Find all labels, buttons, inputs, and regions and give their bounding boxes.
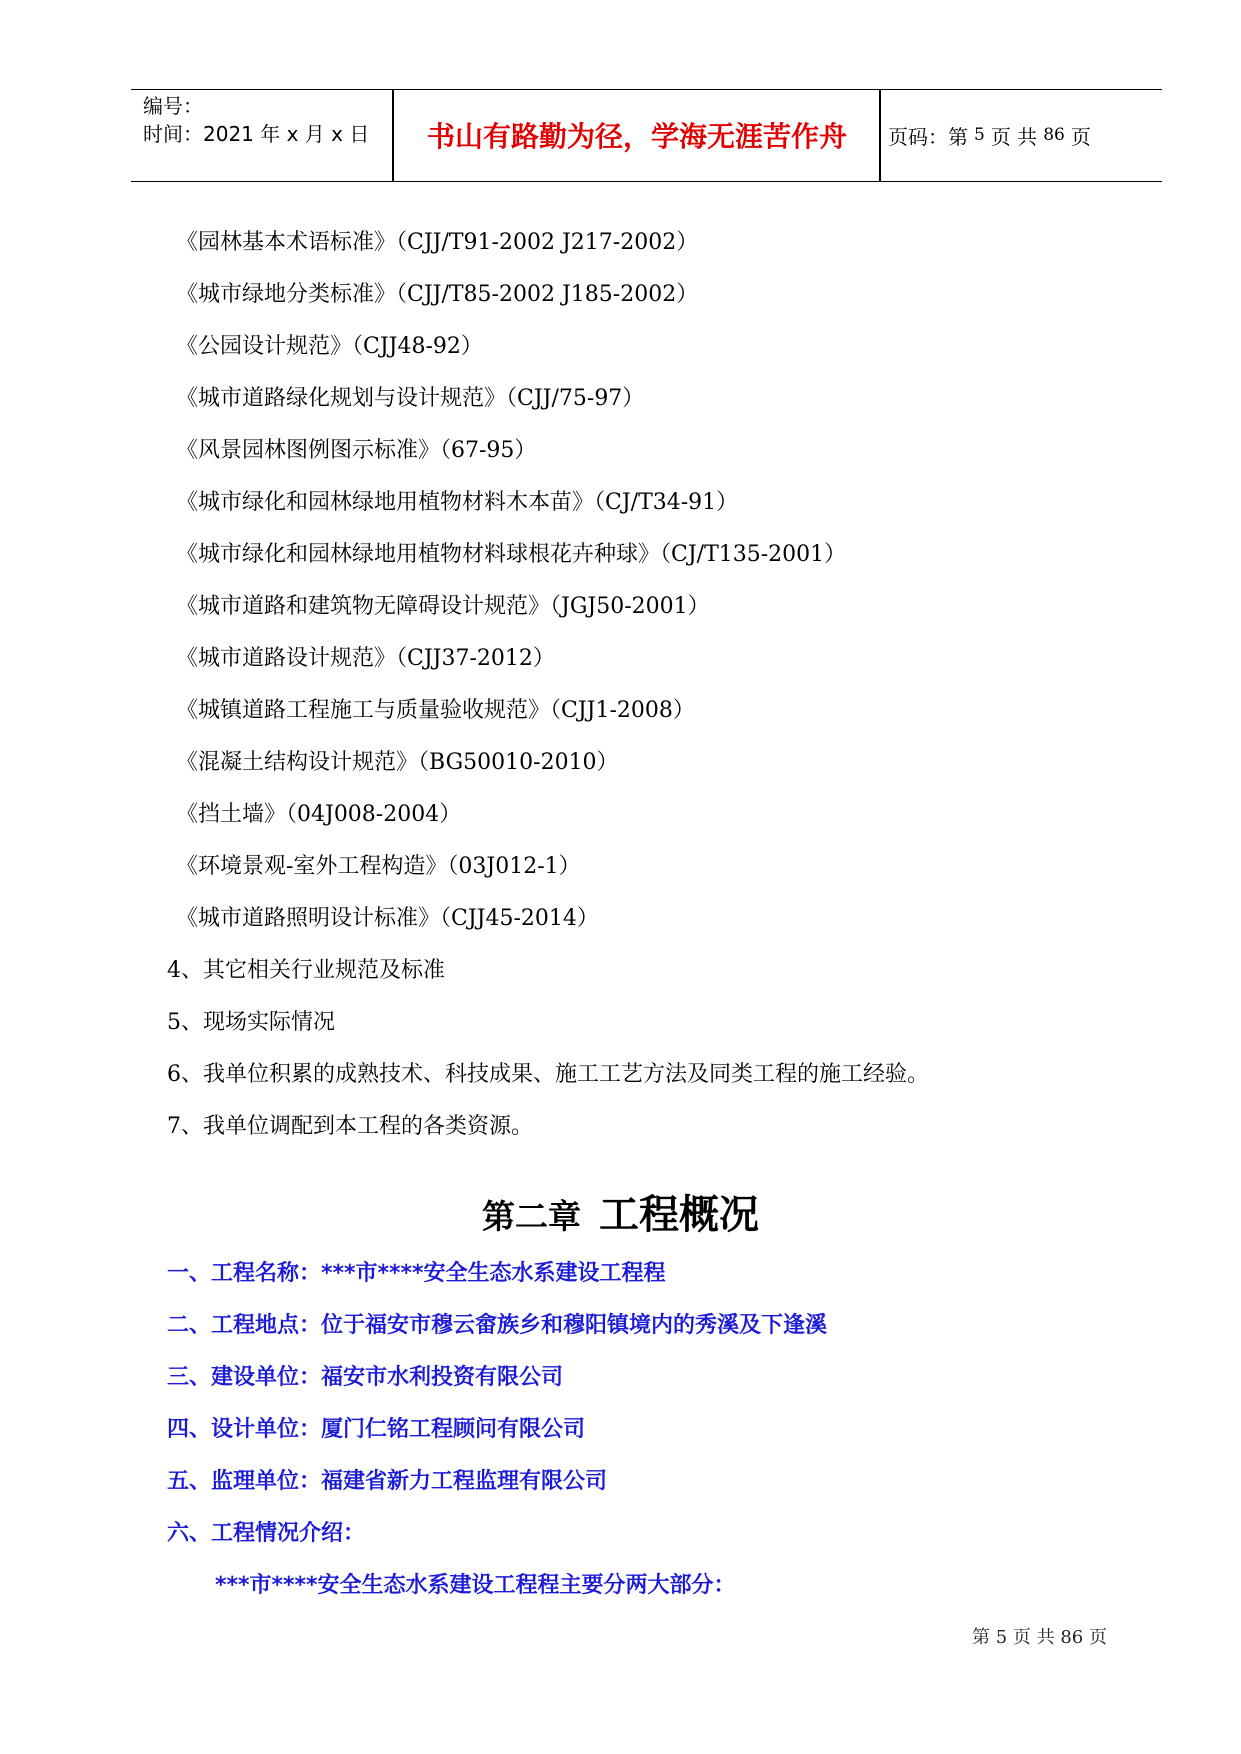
page-footer: 第 5 页 共 86 页 <box>972 1627 1107 1648</box>
reference-item: 《城镇道路工程施工与质量验收规范》（CJJ1-2008） <box>176 698 695 723</box>
header-page-info <box>888 90 1091 180</box>
reference-item: 《环境景观-室外工程构造》（03J012-1） <box>176 854 581 879</box>
chapter-heading <box>0 1183 1241 1240</box>
page-label-prefix: 页码：第 <box>888 124 968 149</box>
reference-item: 《城市绿地分类标准》（CJJ/T85-2002 J185-2002） <box>176 282 699 307</box>
basis-item: 6、我单位积累的成熟技术、科技成果、施工工艺方法及同类工程的施工经验。 <box>167 1062 929 1087</box>
page-label-mid: 页 共 <box>990 124 1038 149</box>
chapter-number: 第二章 <box>482 1197 581 1236</box>
reference-item: 《挡土墙》（04J008-2004） <box>176 802 462 827</box>
header-divider-right <box>879 90 881 181</box>
reference-item: 《城市绿化和园林绿地用植物材料球根花卉种球》（CJ/T135-2001） <box>176 542 847 567</box>
header-meta <box>143 92 403 148</box>
page-current: 5 <box>974 125 985 145</box>
reference-item: 《风景园林图例图示标准》（67-95） <box>176 438 537 463</box>
reference-item: 《城市道路照明设计标准》（CJJ45-2014） <box>176 906 599 931</box>
page-total: 86 <box>1043 125 1065 145</box>
chapter-title: 工程概况 <box>599 1192 759 1238</box>
page-header <box>131 89 1162 182</box>
reference-item: 《城市道路设计规范》（CJJ37-2012） <box>176 646 555 671</box>
reference-item: 《城市道路绿化规划与设计规范》（CJJ/75-97） <box>176 386 645 411</box>
page-label-suffix: 页 <box>1070 124 1091 149</box>
document-number-label: 编号： <box>143 94 203 118</box>
reference-item: 《城市道路和建筑物无障碍设计规范》（JGJ50-2001） <box>176 594 710 619</box>
reference-item: 《城市绿化和园林绿地用植物材料木本苗》（CJ/T34-91） <box>176 490 739 515</box>
project-info-item: 三、建设单位：福安市水利投资有限公司 <box>167 1365 564 1390</box>
project-info-item: 六、工程情况介绍： <box>167 1521 366 1546</box>
basis-item: 4、其它相关行业规范及标准 <box>167 958 445 983</box>
reference-item: 《公园设计规范》（CJJ48-92） <box>176 334 483 359</box>
document-time: 时间：2021 年 x 月 x 日 <box>143 122 370 146</box>
basis-item: 7、我单位调配到本工程的各类资源。 <box>167 1114 533 1139</box>
project-info-item: 二、工程地点：位于福安市穆云畲族乡和穆阳镇境内的秀溪及下逢溪 <box>167 1313 828 1338</box>
project-intro-line: ***市****安全生态水系建设工程程主要分两大部分： <box>215 1573 736 1598</box>
project-info-item: 五、监理单位：福建省新力工程监理有限公司 <box>167 1469 608 1494</box>
reference-item: 《混凝土结构设计规范》（BG50010-2010） <box>176 750 619 775</box>
project-info-item: 一、工程名称：***市****安全生态水系建设工程程 <box>167 1261 666 1286</box>
basis-item: 5、现场实际情况 <box>167 1010 335 1035</box>
header-motto: 书山有路勤为径，学海无涯苦作舟 <box>426 120 847 153</box>
project-info-item: 四、设计单位：厦门仁铭工程顾问有限公司 <box>167 1417 586 1442</box>
reference-item: 《园林基本术语标准》（CJJ/T91-2002 J217-2002） <box>176 230 699 255</box>
